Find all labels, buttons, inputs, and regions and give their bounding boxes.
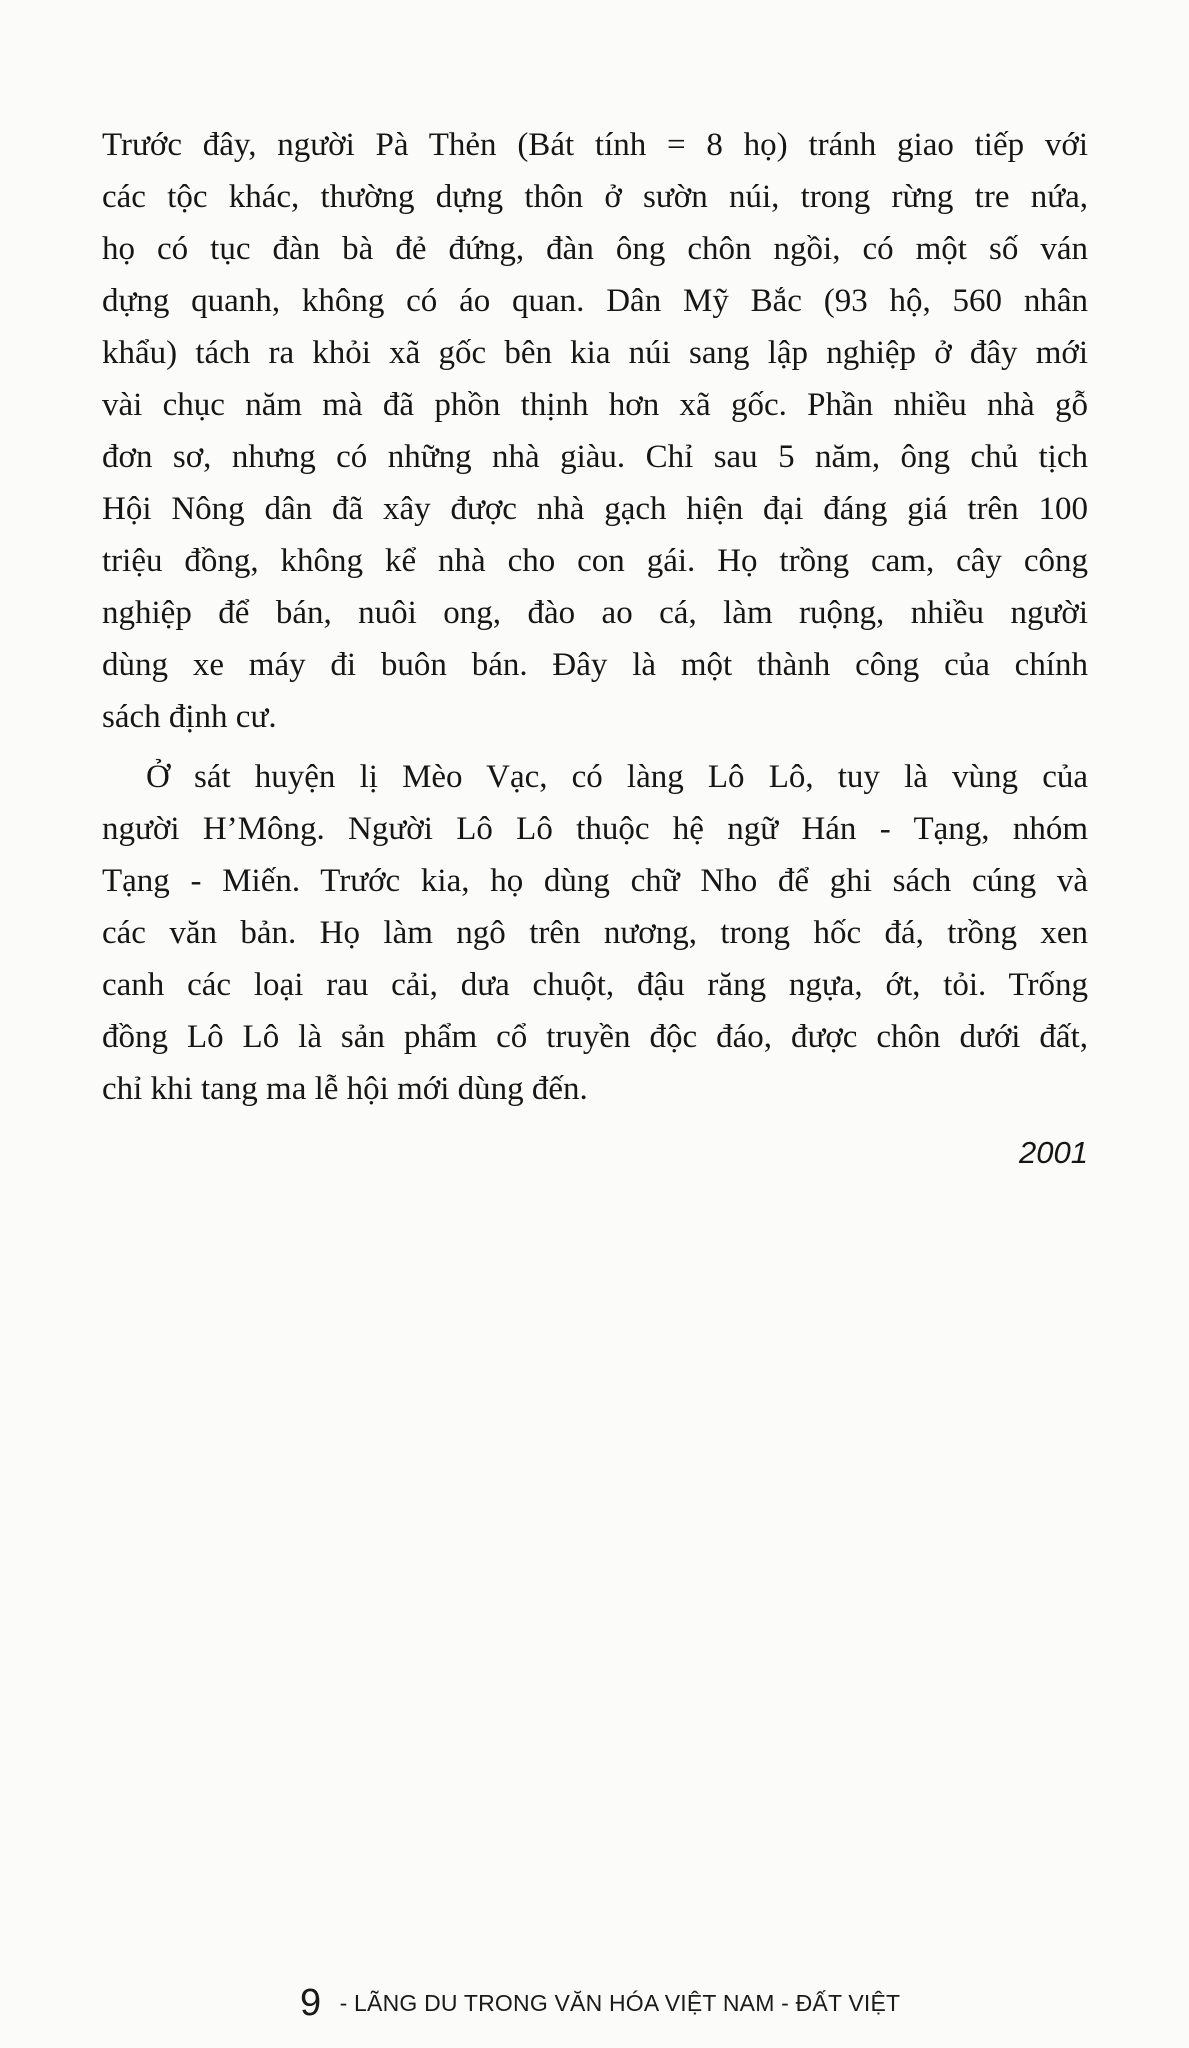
paragraph-1: [102, 119, 1088, 743]
text-line: Tạng - Miến. Trước kia, họ dùng chữ Nho để ghi sách cúng và: [102, 863, 1088, 899]
text-line: canh các loại rau cải, dưa chuột, đậu răng ngựa, ớt, tỏi. Trống: [102, 967, 1088, 1003]
text-line: các tộc khác, thường dựng thôn ở sườn núi, trong rừng tre nứa,: [102, 179, 1088, 215]
text-line: khẩu) tách ra khỏi xã gốc bên kia núi sang lập nghiệp ở đây mới: [102, 335, 1088, 371]
text-line: nghiệp để bán, nuôi ong, đào ao cá, làm ruộng, nhiều người: [102, 595, 1088, 631]
text-line: Ở sát huyện lị Mèo Vạc, có làng Lô Lô, tuy là vùng của: [146, 759, 1088, 795]
book-title: - LÃNG DU TRONG VĂN HÓA VIỆT NAM - ĐẤT VIỆT: [339, 1990, 901, 2016]
page-number: 9: [300, 1982, 322, 2024]
text-line: sách định cư.: [102, 699, 277, 735]
text-line: dùng xe máy đi buôn bán. Đây là một thành công của chính: [102, 647, 1088, 683]
text-line: đơn sơ, nhưng có những nhà giàu. Chỉ sau 5 năm, ông chủ tịch: [102, 439, 1088, 475]
text-line: triệu đồng, không kể nhà cho con gái. Họ trồng cam, cây công: [102, 543, 1088, 579]
text-line: người H’Mông. Người Lô Lô thuộc hệ ngữ Hán - Tạng, nhóm: [102, 811, 1088, 847]
text-line: chỉ khi tang ma lễ hội mới dùng đến.: [102, 1071, 588, 1107]
text-line: các văn bản. Họ làm ngô trên nương, trong hốc đá, trồng xen: [102, 915, 1088, 951]
text-line: đồng Lô Lô là sản phẩm cổ truyền độc đáo, được chôn dưới đất,: [102, 1019, 1088, 1055]
text-line: dựng quanh, không có áo quan. Dân Mỹ Bắc (93 hộ, 560 nhân: [102, 283, 1088, 319]
text-line: họ có tục đàn bà đẻ đứng, đàn ông chôn ngồi, có một số ván: [102, 231, 1088, 267]
date: 2001: [1019, 1135, 1088, 1170]
page-footer: [300, 1982, 900, 2025]
text-line: Trước đây, người Pà Thẻn (Bát tính = 8 họ) tránh giao tiếp với: [102, 127, 1088, 163]
text-line: vài chục năm mà đã phồn thịnh hơn xã gốc. Phần nhiều nhà gỗ: [102, 387, 1088, 423]
text-line: Hội Nông dân đã xây được nhà gạch hiện đại đáng giá trên 100: [102, 491, 1088, 527]
paragraph-2: [102, 751, 1088, 1115]
